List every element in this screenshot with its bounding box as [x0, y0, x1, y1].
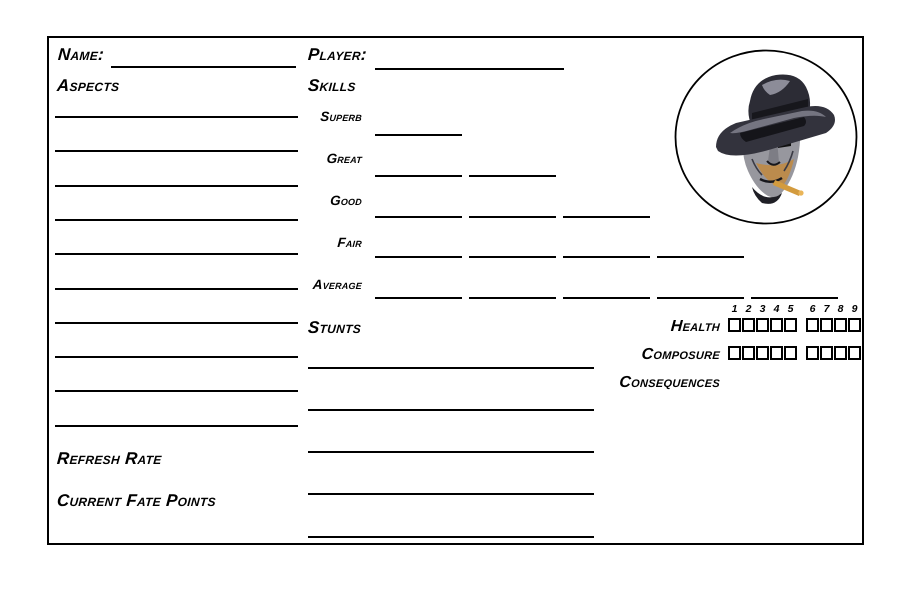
- current-fate-points-label: Current Fate Points: [56, 491, 217, 510]
- health-stress-box-5[interactable]: [784, 318, 797, 332]
- skill-input-line[interactable]: [563, 256, 650, 258]
- aspect-input-line[interactable]: [55, 390, 298, 392]
- stress-number: 8: [837, 303, 844, 315]
- aspect-input-line[interactable]: [55, 425, 298, 427]
- player-label: Player:: [307, 45, 368, 64]
- health-stress-box-9[interactable]: [848, 318, 861, 332]
- stress-number: 6: [809, 303, 816, 315]
- health-stress-box-2[interactable]: [742, 318, 755, 332]
- stunt-input-line[interactable]: [308, 451, 594, 453]
- health-stress-box-3[interactable]: [756, 318, 769, 332]
- skill-rank-label-great: Great: [326, 151, 363, 166]
- skill-input-line[interactable]: [657, 256, 744, 258]
- aspect-input-line[interactable]: [55, 322, 298, 324]
- composure-stress-boxes: [728, 346, 861, 360]
- skill-input-line[interactable]: [375, 134, 462, 136]
- stunt-input-line[interactable]: [308, 536, 594, 538]
- skill-input-line[interactable]: [563, 216, 650, 218]
- stunt-input-line[interactable]: [308, 493, 594, 495]
- skill-input-line[interactable]: [563, 297, 650, 299]
- composure-stress-box-8[interactable]: [834, 346, 847, 360]
- health-stress-box-8[interactable]: [834, 318, 847, 332]
- health-stress-box-7[interactable]: [820, 318, 833, 332]
- skill-rank-label-fair: Fair: [336, 235, 363, 250]
- skill-input-line[interactable]: [375, 216, 462, 218]
- health-stress-box-1[interactable]: [728, 318, 741, 332]
- portrait-circle: [674, 49, 858, 225]
- aspect-input-line[interactable]: [55, 253, 298, 255]
- skill-input-line[interactable]: [657, 297, 744, 299]
- stress-number: 1: [731, 303, 738, 315]
- skill-input-line[interactable]: [469, 297, 556, 299]
- composure-stress-box-2[interactable]: [742, 346, 755, 360]
- sheet-border: [47, 36, 864, 545]
- composure-stress-box-6[interactable]: [806, 346, 819, 360]
- refresh-rate-label: Refresh Rate: [56, 449, 163, 468]
- stunts-heading: Stunts: [307, 318, 362, 337]
- name-label: Name:: [57, 45, 105, 64]
- stunt-input-line[interactable]: [308, 409, 594, 411]
- skill-input-line[interactable]: [469, 175, 556, 177]
- health-stress-box-4[interactable]: [770, 318, 783, 332]
- composure-track-label: Composure: [641, 346, 721, 363]
- stunt-input-line[interactable]: [308, 367, 594, 369]
- stress-number: 5: [787, 303, 794, 315]
- health-stress-boxes: [728, 318, 861, 332]
- player-input-line[interactable]: [375, 68, 564, 70]
- health-stress-box-6[interactable]: [806, 318, 819, 332]
- stress-number: 9: [851, 303, 858, 315]
- consequences-heading: Consequences: [618, 374, 721, 391]
- aspect-input-line[interactable]: [55, 185, 298, 187]
- skill-input-line[interactable]: [375, 297, 462, 299]
- skill-input-line[interactable]: [375, 175, 462, 177]
- stress-number: 2: [745, 303, 752, 315]
- skill-rank-label-average: Average: [312, 277, 363, 292]
- stress-number-row: [728, 304, 861, 315]
- noir-detective-fedora-cigarette-icon: [674, 49, 858, 225]
- skill-input-line[interactable]: [751, 297, 838, 299]
- skill-input-line[interactable]: [469, 256, 556, 258]
- health-track-label: Health: [670, 318, 721, 335]
- stress-number: 4: [773, 303, 780, 315]
- composure-stress-box-7[interactable]: [820, 346, 833, 360]
- stress-number: 7: [823, 303, 830, 315]
- stress-number: 3: [759, 303, 766, 315]
- aspect-input-line[interactable]: [55, 219, 298, 221]
- aspects-heading: Aspects: [56, 76, 121, 95]
- composure-stress-box-3[interactable]: [756, 346, 769, 360]
- composure-stress-box-4[interactable]: [770, 346, 783, 360]
- skill-input-line[interactable]: [469, 216, 556, 218]
- composure-stress-box-1[interactable]: [728, 346, 741, 360]
- name-input-line[interactable]: [111, 66, 296, 68]
- skill-rank-label-superb: Superb: [319, 109, 363, 124]
- skill-input-line[interactable]: [375, 256, 462, 258]
- aspect-input-line[interactable]: [55, 356, 298, 358]
- skill-rank-label-good: Good: [329, 193, 363, 208]
- composure-stress-box-5[interactable]: [784, 346, 797, 360]
- skills-heading: Skills: [307, 76, 357, 95]
- composure-stress-box-9[interactable]: [848, 346, 861, 360]
